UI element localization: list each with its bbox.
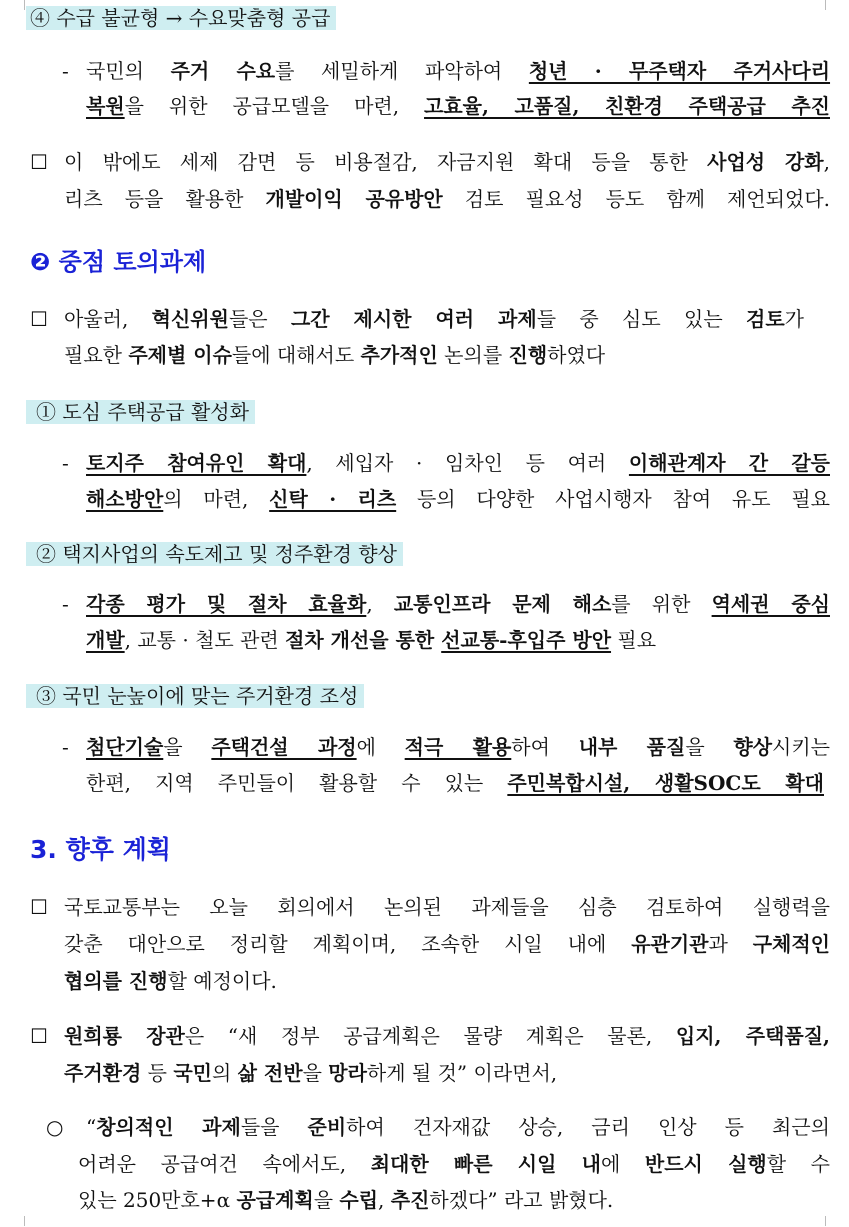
paragraph-line: 해소방안의 마련, 신탁 · 리츠 등의 다양한 사업시행자 참여 유도 필요 bbox=[86, 487, 830, 511]
paragraph-line: 복원을 위한 공급모델을 마련, 고효율, 고품질, 친환경 주택공급 추진 bbox=[86, 94, 830, 118]
corner-mark-bottom-left bbox=[14, 1216, 25, 1226]
circle-bullet: ○ bbox=[46, 1115, 64, 1139]
checkbox-square: ☐ bbox=[30, 307, 48, 331]
subheading-3: ③ 국민 눈높이에 맞는 주거환경 조성 bbox=[26, 682, 364, 710]
paragraph-line: 각종 평가 및 절차 효율화, 교통인프라 문제 해소를 위한 역세권 중심 bbox=[86, 592, 830, 616]
subheading-2: ② 택지사업의 속도제고 및 정주환경 향상 bbox=[26, 540, 403, 568]
dash-bullet: - bbox=[62, 451, 69, 475]
paragraph-line: 아울러, 혁신위원들은 그간 제시한 여러 과제들 중 심도 있는 검토가 bbox=[64, 307, 804, 331]
paragraph-line: 국민의 주거 수요를 세밀하게 파악하여 청년 · 무주택자 주거사다리 bbox=[86, 59, 831, 83]
paragraph-line: 국토교통부는 오늘 회의에서 논의된 과제들을 심층 검토하여 실행력을 bbox=[64, 895, 831, 919]
paragraph-line: 주거환경 등 국민의 삶 전반을 망라하게 될 것” 이라면서, bbox=[64, 1061, 558, 1085]
paragraph-line: 필요한 주제별 이슈들에 대해서도 추가적인 논의를 진행하였다 bbox=[64, 343, 606, 367]
paragraph-line: 첨단기술을 주택건설 과정에 적극 활용하여 내부 품질을 향상시키는 bbox=[86, 735, 830, 759]
corner-mark-bottom-right bbox=[825, 1216, 836, 1226]
section-heading-2: ❷ 중점 토의과제 bbox=[30, 248, 207, 276]
paragraph-line: 협의를 진행할 예정이다. bbox=[64, 969, 277, 993]
paragraph-line: 한편, 지역 주민들이 활용할 수 있는 주민복합시설, 생활SOC도 확대 bbox=[86, 771, 824, 795]
dash-bullet: - bbox=[62, 592, 69, 616]
checkbox-square: ☐ bbox=[30, 150, 48, 174]
paragraph-line: 이 밖에도 세제 감면 등 비용절감, 자금지원 확대 등을 통한 사업성 강화, bbox=[64, 150, 830, 174]
paragraph-line: 토지주 참여유인 확대, 세입자 · 임차인 등 여러 이해관계자 간 갈등 bbox=[86, 451, 830, 475]
corner-mark-top-right bbox=[825, 0, 836, 10]
checkbox-square: ☐ bbox=[30, 1024, 48, 1048]
paragraph-line: 있는 250만호+α 공급계획을 수립, 추진하겠다” 라고 밝혔다. bbox=[78, 1188, 614, 1212]
paragraph-line: 개발, 교통 · 철도 관련 절차 개선을 통한 선교통-후입주 방안 필요 bbox=[86, 628, 657, 652]
paragraph-line: 어려운 공급여건 속에서도, 최대한 빠른 시일 내에 반드시 실행할 수 bbox=[78, 1152, 830, 1176]
paragraph-line: 리츠 등을 활용한 개발이익 공유방안 검토 필요성 등도 함께 제언되었다. bbox=[64, 187, 831, 211]
paragraph-line: “창의적인 과제들을 준비하여 건자재값 상승, 금리 인상 등 최근의 bbox=[86, 1115, 831, 1139]
dash-bullet: - bbox=[62, 735, 69, 759]
dash-bullet: - bbox=[62, 59, 69, 83]
paragraph-line: 갖춘 대안으로 정리할 계획이며, 조속한 시일 내에 유관기관과 구체적인 bbox=[64, 932, 830, 956]
section-heading-3: 3. 향후 계획 bbox=[30, 835, 171, 864]
paragraph-line: 원희룡 장관은 “새 정부 공급계획은 물량 계획은 물론, 입지, 주택품질, bbox=[64, 1024, 830, 1048]
checkbox-square: ☐ bbox=[30, 895, 48, 919]
subheading-4: ④ 수급 불균형 → 수요맞춤형 공급 bbox=[26, 4, 336, 32]
corner-mark-top-left bbox=[14, 0, 25, 10]
subheading-1: ① 도심 주택공급 활성화 bbox=[26, 398, 255, 426]
